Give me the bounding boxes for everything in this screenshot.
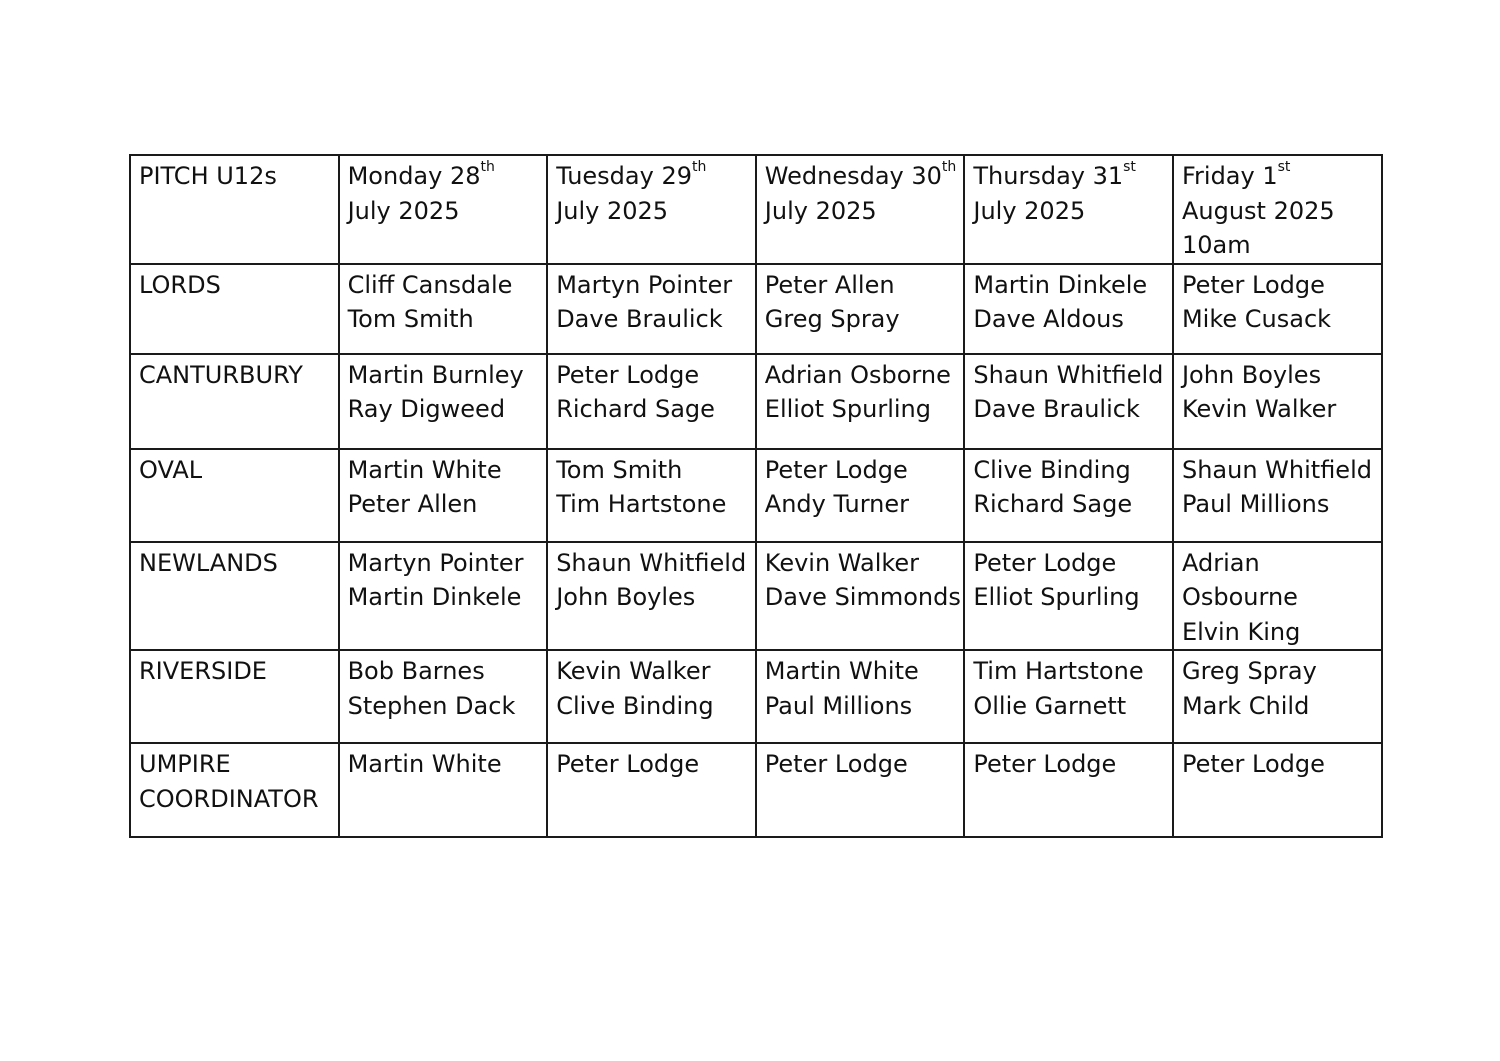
umpire-name: Tom Smith <box>556 455 683 484</box>
umpire-name: Dave Braulick <box>556 305 723 333</box>
header-corner-label: PITCH U12s <box>139 162 277 190</box>
pitch-name-cell <box>130 264 339 354</box>
pitch-name-cell <box>130 542 339 651</box>
pitch-name-cell <box>130 449 339 542</box>
day-month-year: July 2025 <box>347 196 460 225</box>
pitch-name-cell <box>130 354 339 449</box>
umpire-cell <box>339 449 548 542</box>
umpire-name: Richard Sage <box>556 395 715 423</box>
umpire-name: Ray Digweed <box>347 395 506 423</box>
umpire-name: Richard Sage <box>973 490 1133 518</box>
umpire-name: Shaun Whitfield <box>1181 455 1372 484</box>
rota-body <box>130 264 1382 838</box>
umpire-name: Martin Dinkele <box>347 583 522 611</box>
header-day-cell <box>964 155 1173 264</box>
umpire-name: Martin Dinkele <box>973 270 1148 299</box>
umpire-name: Peter Allen <box>347 490 478 518</box>
pitch-name: UMPIRE <box>139 750 231 778</box>
pitch-name-cell <box>130 650 339 743</box>
umpire-cell <box>339 264 548 354</box>
umpire-name: Mike Cusack <box>1181 305 1332 333</box>
day-ordinal-suffix: th <box>480 159 495 175</box>
umpire-name: Peter Lodge <box>764 455 908 484</box>
umpire-cell <box>756 650 965 743</box>
umpire-cell <box>756 449 965 542</box>
umpire-name: Kevin Walker <box>556 657 711 685</box>
umpire-name: Peter Lodge <box>973 750 1117 778</box>
umpire-name: Martyn Pointer <box>556 270 733 299</box>
umpire-name: John Boyles <box>556 583 696 611</box>
umpire-name: Shaun Whitfield <box>973 360 1164 389</box>
umpire-name: Shaun Whitfield <box>556 548 747 577</box>
day-ordinal-suffix: th <box>692 159 707 175</box>
umpire-name: Stephen Dack <box>347 691 516 720</box>
pitch-row <box>130 650 1382 743</box>
umpire-name: Peter Lodge <box>764 750 908 778</box>
umpire-name: Peter Lodge <box>1181 750 1325 778</box>
header-day-cell <box>547 155 756 264</box>
umpire-cell <box>547 743 756 837</box>
umpire-cell <box>1173 650 1382 743</box>
umpire-cell <box>339 354 548 449</box>
umpire-name: Martin White <box>347 750 502 778</box>
umpire-name: Tim Hartstone <box>973 657 1144 685</box>
umpire-cell <box>756 264 965 354</box>
umpire-name: Martin White <box>764 657 919 685</box>
umpire-cell <box>964 542 1173 651</box>
umpire-name: Bob Barnes <box>347 657 485 685</box>
umpire-name: Osbourne <box>1181 583 1298 611</box>
umpire-name: Dave Aldous <box>973 305 1124 333</box>
umpire-cell <box>1173 354 1382 449</box>
pitch-name: RIVERSIDE <box>139 657 267 685</box>
umpire-name: Dave Simmonds <box>764 583 961 611</box>
day-ordinal-suffix: st <box>1277 159 1291 175</box>
umpire-cell <box>964 650 1173 743</box>
umpire-cell <box>339 743 548 837</box>
umpire-cell <box>547 354 756 449</box>
umpire-name: Elliot Spurling <box>764 395 931 423</box>
umpire-name: Cliff Cansdale <box>347 270 513 299</box>
umpire-cell <box>756 354 965 449</box>
umpire-cell <box>547 542 756 651</box>
day-month-year: August 2025 <box>1181 196 1335 225</box>
day-month-year: July 2025 <box>764 196 877 225</box>
day-month-year: July 2025 <box>973 196 1086 225</box>
umpire-name: Tom Smith <box>347 305 474 333</box>
pitch-row <box>130 354 1382 449</box>
umpire-name: Kevin Walker <box>1181 395 1337 423</box>
umpire-cell <box>1173 743 1382 837</box>
pitch-name: CANTURBURY <box>139 360 303 389</box>
day-label: Thursday 31st <box>973 159 1136 190</box>
header-row <box>130 155 1382 264</box>
umpire-name: John Boyles <box>1181 360 1322 389</box>
umpire-cell <box>964 264 1173 354</box>
umpire-rota-table <box>129 154 1383 838</box>
umpire-name: Ollie Garnett <box>973 691 1127 720</box>
umpire-cell <box>756 743 965 837</box>
pitch-row <box>130 449 1382 542</box>
umpire-cell <box>547 449 756 542</box>
umpire-name: Greg Spray <box>764 305 900 333</box>
umpire-cell <box>964 743 1173 837</box>
pitch-name-cell <box>130 743 339 837</box>
umpire-cell <box>547 264 756 354</box>
umpire-name: Kevin Walker <box>764 548 920 577</box>
pitch-row <box>130 542 1382 651</box>
umpire-name: Peter Lodge <box>556 750 700 778</box>
umpire-cell <box>547 650 756 743</box>
day-label: Wednesday 30th <box>764 159 957 190</box>
pitch-name: LORDS <box>139 270 221 299</box>
header-corner-cell <box>130 155 339 264</box>
umpire-name: Dave Braulick <box>973 395 1140 423</box>
umpire-name: Adrian <box>1181 548 1260 577</box>
umpire-cell <box>339 542 548 651</box>
umpire-name: Peter Lodge <box>556 360 700 389</box>
umpire-name: Elliot Spurling <box>973 583 1140 611</box>
umpire-cell <box>964 449 1173 542</box>
umpire-name: Clive Binding <box>973 455 1131 484</box>
umpire-name: Martin Burnley <box>347 360 524 389</box>
umpire-name: Peter Lodge <box>973 548 1117 577</box>
umpire-cell <box>1173 449 1382 542</box>
pitch-row <box>130 743 1382 837</box>
umpire-name: Martin White <box>347 455 502 484</box>
day-label: Tuesday 29th <box>556 159 707 190</box>
header-day-cell <box>1173 155 1382 264</box>
umpire-name: Clive Binding <box>556 691 714 720</box>
day-label: Monday 28th <box>347 159 495 190</box>
day-ordinal-suffix: th <box>941 159 957 175</box>
umpire-name: Adrian Osborne <box>764 360 951 389</box>
umpire-cell <box>756 542 965 651</box>
umpire-name: Elvin King <box>1181 617 1301 646</box>
pitch-name: OVAL <box>139 455 203 484</box>
umpire-name: Paul Millions <box>764 691 913 720</box>
day-ordinal-suffix: st <box>1123 159 1136 175</box>
day-label: Friday 1st <box>1181 159 1291 190</box>
umpire-name: Andy Turner <box>764 490 909 518</box>
umpire-name: Martyn Pointer <box>347 548 524 577</box>
umpire-cell <box>1173 264 1382 354</box>
pitch-name: NEWLANDS <box>139 548 278 577</box>
umpire-cell <box>964 354 1173 449</box>
header-day-cell <box>339 155 548 264</box>
umpire-name: Paul Millions <box>1181 490 1330 518</box>
umpire-name: Greg Spray <box>1181 657 1317 685</box>
pitch-name: COORDINATOR <box>139 784 319 813</box>
umpire-name: Peter Allen <box>764 270 895 299</box>
day-month-year: July 2025 <box>556 196 669 225</box>
umpire-cell <box>339 650 548 743</box>
umpire-name: Peter Lodge <box>1181 270 1325 299</box>
header-day-cell <box>756 155 965 264</box>
umpire-cell <box>1173 542 1382 651</box>
umpire-name: Tim Hartstone <box>556 490 727 518</box>
pitch-row <box>130 264 1382 354</box>
umpire-name: Mark Child <box>1181 691 1310 720</box>
day-start-time: 10am <box>1181 231 1251 259</box>
